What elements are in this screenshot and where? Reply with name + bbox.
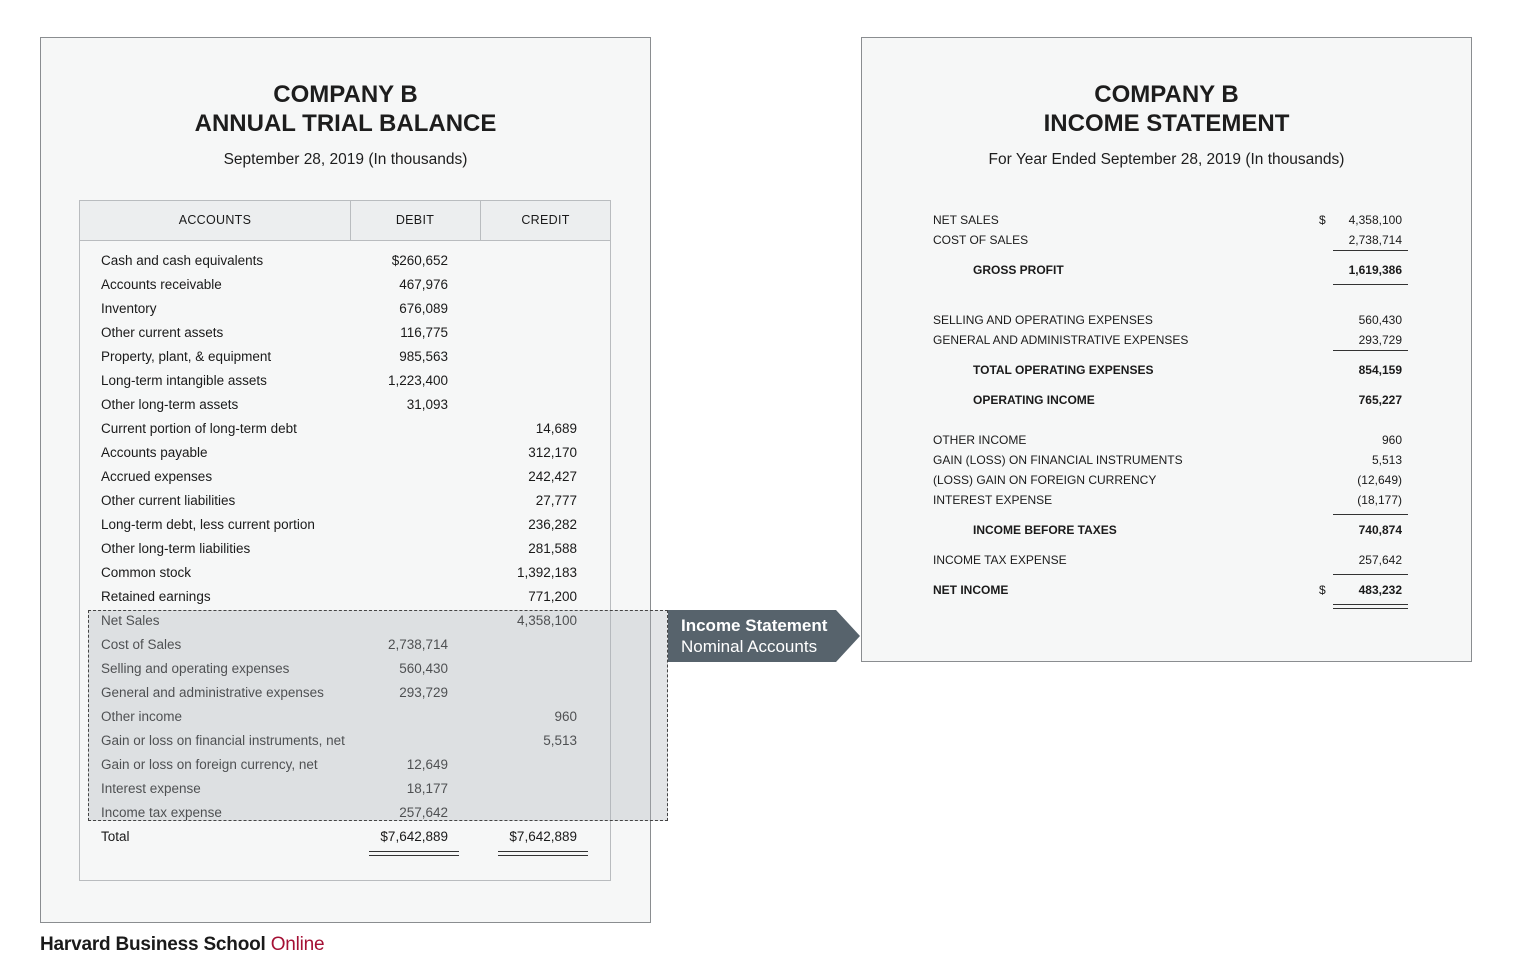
table-row (80, 537, 610, 561)
table-row (80, 297, 610, 321)
table-row (80, 561, 610, 585)
credit-value: 1,392,183 (516, 565, 577, 580)
total-row (80, 825, 610, 849)
line-label: INTEREST EXPENSE (933, 493, 1053, 507)
debit-value: 12,649 (406, 757, 448, 772)
table-row (80, 249, 610, 273)
income-statement-line (862, 230, 1471, 250)
debit-value: 560,430 (399, 661, 448, 676)
column-header-credit: CREDIT (521, 213, 570, 227)
column-header-debit: DEBIT (350, 201, 481, 240)
income-statement-title: INCOME STATEMENT (1043, 110, 1290, 137)
callout-line-2: Nominal Accounts (681, 637, 818, 656)
credit-value: 242,427 (528, 469, 577, 484)
credit-value: 236,282 (528, 517, 577, 532)
account-name: Income tax expense (101, 805, 222, 820)
currency-symbol: $ (1319, 583, 1326, 597)
rule-before-income-before-taxes (1333, 514, 1408, 515)
income-statement-line (862, 550, 1471, 570)
line-label: NET INCOME (933, 583, 1009, 597)
line-label: GENERAL AND ADMINISTRATIVE EXPENSES (933, 333, 1189, 347)
table-row (80, 489, 610, 513)
rule-before-total-operating (1333, 350, 1408, 351)
account-name: Gain or loss on foreign currency, net (101, 757, 318, 772)
debit-value: 467,976 (399, 277, 448, 292)
debit-value: 18,177 (406, 781, 448, 796)
line-amount: 960 (1381, 433, 1402, 447)
table-row (80, 273, 610, 297)
trial-balance-company: COMPANY B (273, 81, 418, 108)
credit-value: 27,777 (535, 493, 577, 508)
debit-value: 116,775 (400, 325, 448, 340)
credit-value: 960 (554, 709, 577, 724)
line-amount: 765,227 (1358, 393, 1402, 407)
line-amount: 1,619,386 (1348, 263, 1402, 277)
account-name: Long-term intangible assets (101, 373, 267, 388)
account-name: Other long-term liabilities (101, 541, 251, 556)
line-label: GROSS PROFIT (973, 263, 1064, 277)
line-label: (LOSS) GAIN ON FOREIGN CURRENCY (933, 473, 1157, 487)
income-statement-line (862, 520, 1471, 540)
table-row (80, 441, 610, 465)
income-statement-line (862, 490, 1471, 510)
net-income-double-underline (1333, 604, 1408, 609)
account-name: Total (101, 829, 130, 844)
credit-value: 771,200 (528, 589, 577, 604)
table-row (80, 393, 610, 417)
trial-balance-subtitle: September 28, 2019 (In thousands) (223, 151, 468, 168)
line-amount: 4,358,100 (1348, 213, 1402, 227)
trial-balance-header-row (80, 201, 610, 241)
debit-value: 257,642 (399, 805, 448, 820)
line-amount: 740,874 (1358, 523, 1402, 537)
debit-value: 676,089 (399, 301, 448, 316)
line-label: TOTAL OPERATING EXPENSES (973, 363, 1154, 377)
credit-value: 4,358,100 (516, 613, 577, 628)
table-row (80, 417, 610, 441)
debit-value: $260,652 (391, 253, 448, 268)
rule-before-gross-profit (1333, 250, 1408, 251)
account-name: Other long-term assets (101, 397, 239, 412)
line-amount: 293,729 (1358, 333, 1402, 347)
line-amount: 854,159 (1358, 363, 1402, 377)
line-amount: 257,642 (1358, 553, 1402, 567)
line-amount: 483,232 (1358, 583, 1402, 597)
account-name: Accrued expenses (101, 469, 213, 484)
line-label: GAIN (LOSS) ON FINANCIAL INSTRUMENTS (933, 453, 1183, 467)
account-name: Property, plant, & equipment (101, 349, 272, 364)
brand-name-bold: Harvard Business School (40, 934, 266, 955)
line-label: COST OF SALES (933, 233, 1029, 247)
account-name: Retained earnings (101, 589, 211, 604)
credit-value: 5,513 (543, 733, 577, 748)
table-row (80, 513, 610, 537)
income-statement-line (862, 210, 1471, 230)
debit-value: 31,093 (406, 397, 448, 412)
trial-balance-title: ANNUAL TRIAL BALANCE (194, 110, 497, 137)
line-label: OTHER INCOME (933, 433, 1027, 447)
credit-value: 281,588 (528, 541, 577, 556)
income-statement-line (862, 310, 1471, 330)
account-name: Other income (101, 709, 183, 724)
table-row (80, 369, 610, 393)
line-label: NET SALES (933, 213, 999, 227)
debit-value: 293,729 (399, 685, 448, 700)
credit-value: 14,689 (535, 421, 577, 436)
account-name: Gain or loss on financial instruments, net (101, 733, 345, 748)
line-amount: (12,649) (1357, 473, 1402, 487)
credit-total-double-underline (498, 851, 588, 856)
debit-total-double-underline (369, 851, 459, 856)
line-label: INCOME TAX EXPENSE (933, 553, 1067, 567)
account-name: Cash and cash equivalents (101, 253, 264, 268)
debit-value: 985,563 (399, 349, 448, 364)
account-name: Common stock (101, 565, 192, 580)
table-row (80, 321, 610, 345)
credit-value: 312,170 (528, 445, 577, 460)
account-name: Interest expense (101, 781, 201, 796)
line-label: OPERATING INCOME (973, 393, 1095, 407)
brand-name-online: Online (270, 934, 325, 955)
line-amount: 560,430 (1358, 313, 1402, 327)
income-statement-line (862, 360, 1471, 380)
column-header-accounts: ACCOUNTS (80, 201, 351, 240)
currency-symbol: $ (1319, 213, 1326, 227)
income-statement-line (862, 470, 1471, 490)
account-name: Long-term debt, less current portion (101, 517, 315, 532)
debit-value: 2,738,714 (387, 637, 448, 652)
debit-value: 1,223,400 (387, 373, 448, 388)
credit-value: $7,642,889 (509, 829, 577, 844)
account-name: Net Sales (101, 613, 160, 628)
account-name: Other current liabilities (101, 493, 236, 508)
line-label: INCOME BEFORE TAXES (973, 523, 1117, 537)
account-name: Accounts receivable (101, 277, 222, 292)
nominal-accounts-callout (668, 610, 860, 662)
account-name: Cost of Sales (101, 637, 182, 652)
line-amount: 2,738,714 (1348, 233, 1402, 247)
income-statement-line (862, 390, 1471, 410)
rule-after-gross-profit (1333, 284, 1408, 285)
income-statement-subtitle: For Year Ended September 28, 2019 (In thousands) (988, 151, 1345, 168)
account-name: Current portion of long-term debt (101, 421, 297, 436)
debit-value: $7,642,889 (380, 829, 448, 844)
account-name: General and administrative expenses (101, 685, 324, 700)
line-amount: (18,177) (1357, 493, 1402, 507)
callout-line-1: Income Statement (681, 616, 828, 635)
income-statement-line (862, 580, 1471, 600)
account-name: Accounts payable (101, 445, 208, 460)
income-statement-panel (861, 37, 1472, 662)
line-label: SELLING AND OPERATING EXPENSES (933, 313, 1153, 327)
account-name: Inventory (101, 301, 157, 316)
income-statement-line (862, 430, 1471, 450)
nominal-accounts-highlight (88, 610, 668, 821)
account-name: Selling and operating expenses (101, 661, 290, 676)
brand-logo (40, 934, 324, 956)
table-row (80, 585, 610, 609)
table-row (80, 465, 610, 489)
income-statement-company: COMPANY B (1094, 81, 1239, 108)
line-amount: 5,513 (1371, 453, 1402, 467)
income-statement-line (862, 330, 1471, 350)
table-row (80, 345, 610, 369)
income-statement-line (862, 260, 1471, 280)
income-statement-line (862, 450, 1471, 470)
account-name: Other current assets (101, 325, 224, 340)
rule-before-net-income (1333, 574, 1408, 575)
